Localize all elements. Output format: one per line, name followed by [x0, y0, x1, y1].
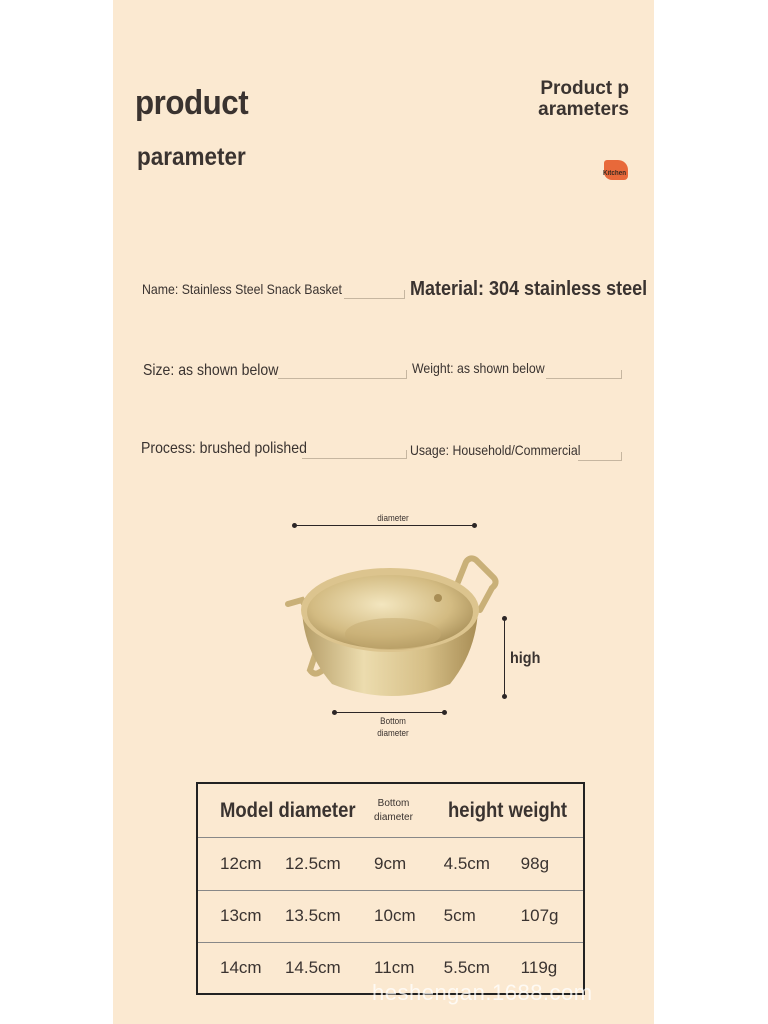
- diameter-right-dot: [472, 523, 477, 528]
- header-bottom-diameter: [374, 797, 413, 825]
- cell-diameter: 12.5cm: [285, 838, 374, 890]
- header-model-diameter: Model diameter: [220, 798, 356, 822]
- page-title: product: [135, 84, 249, 122]
- kitchen-badge-label: Kitchen: [603, 170, 627, 177]
- param-weight: Weight: as shown below: [412, 360, 545, 376]
- cell-bottom: 11cm: [374, 942, 444, 994]
- page-subtitle: parameter: [137, 143, 246, 171]
- cell-bottom: 10cm: [374, 890, 444, 942]
- header-bottom-line1: Bottom: [377, 797, 410, 809]
- table-header-row: [197, 783, 584, 838]
- bottom-label-line2: diameter: [377, 728, 409, 738]
- table-header-height-cell: [444, 783, 584, 838]
- high-bottom-dot: [502, 694, 507, 699]
- param-size-underline: [278, 370, 407, 379]
- watermark: heshengan.1688.com: [372, 980, 593, 1005]
- bottom-right-dot: [442, 710, 447, 715]
- high-label: high: [510, 650, 541, 667]
- cell-diameter: 14.5cm: [285, 942, 374, 994]
- cell-height: 5.5cm: [444, 942, 521, 994]
- cell-diameter: 13.5cm: [285, 890, 374, 942]
- table-row: [197, 838, 584, 890]
- cell-model: 12cm: [197, 838, 285, 890]
- cell-weight: 119g: [521, 942, 584, 994]
- high-line: [504, 619, 505, 697]
- header-bottom-line2: diameter: [374, 811, 413, 823]
- param-name: Name: Stainless Steel Snack Basket: [142, 281, 342, 297]
- table-header-cell: [197, 783, 374, 838]
- param-usage: Usage: Household/Commercial: [410, 442, 581, 458]
- snack-basket-image: [280, 552, 505, 707]
- cell-weight: 107g: [521, 890, 584, 942]
- cell-model: 13cm: [197, 890, 285, 942]
- bottom-diameter-line: [335, 712, 445, 713]
- cell-weight: 98g: [521, 838, 584, 890]
- param-material: Material: 304 stainless steel: [410, 278, 648, 300]
- diameter-label: diameter: [366, 513, 420, 523]
- cell-bottom: 9cm: [374, 838, 444, 890]
- param-process: Process: brushed polished: [141, 440, 307, 457]
- param-process-underline: [302, 450, 407, 459]
- param-weight-underline: [546, 370, 622, 379]
- param-usage-underline: [578, 452, 622, 461]
- cell-height: 4.5cm: [444, 838, 521, 890]
- param-size: Size: as shown below: [143, 362, 279, 379]
- cell-height: 5cm: [444, 890, 521, 942]
- diameter-line: [295, 525, 475, 526]
- header-height-weight: height weight: [447, 798, 567, 822]
- right-title: Product p arameters: [538, 78, 629, 120]
- param-name-underline: [344, 290, 405, 299]
- bottom-diameter-label: [366, 715, 420, 739]
- spec-table: [196, 782, 585, 995]
- cell-model: 14cm: [197, 942, 285, 994]
- table-header-bottom-cell: [374, 783, 444, 838]
- bottom-label-line1: Bottom: [380, 716, 406, 726]
- table-row: [197, 890, 584, 942]
